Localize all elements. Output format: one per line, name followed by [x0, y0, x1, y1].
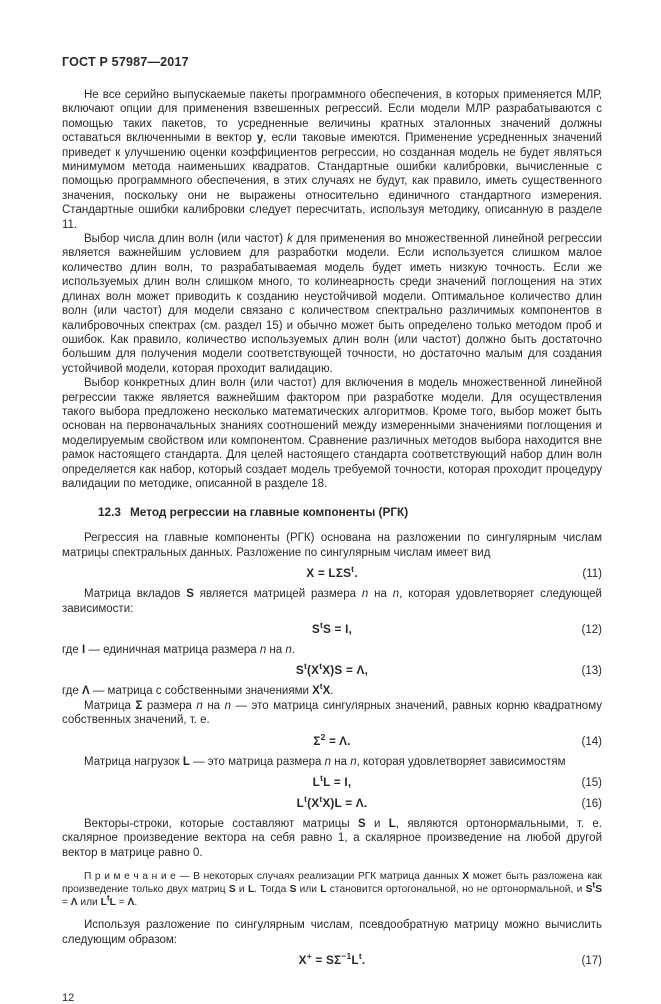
formula-expression: $L^t(X^tX)L = \Lambda$. — [296, 794, 368, 811]
formula-number: (17) — [581, 955, 602, 968]
formula-number: (15) — [581, 777, 602, 790]
formula-row — [62, 731, 602, 749]
formula-row — [62, 775, 602, 790]
body-paragraph: Используя разложение по сингулярным числам, псевдообратную матрицу можно вычислить следующим образом: — [62, 919, 602, 946]
formula-expression: $S^tS = I$, — [311, 620, 353, 636]
document-header: ГОСТ Р 57987—2017 — [62, 55, 189, 69]
body-paragraph: Матрица нагрузок L — это матрица размера n на n, которая удовлетворяет зависимостям — [84, 755, 566, 768]
body-paragraph: Регрессия на главные компоненты (РГК) основана на разложении по сингулярным числам матрицы спектральных данных. Разложение по сингулярным числам имеет вид — [62, 532, 602, 559]
body-paragraph: Векторы-строки, которые составляют матрицы S и L, являются ортонормальными, т. е. скалярное произведение вектора на себя равно 1, а скалярное произведение на любой другой вектор в матрице равно 0. — [62, 818, 602, 859]
body-paragraph: Матрица Σ размера n на n — это матрица сингулярных значений, равных корню квадратному собственных значений, т. е. — [62, 699, 602, 727]
page-number: 12 — [62, 992, 75, 1004]
where-clause: где I — единичная матрица размера n на n. — [62, 644, 295, 656]
formula-expression: $X = L\Sigma S^t$. — [306, 564, 358, 581]
section-title: Метод регрессии на главные компоненты (РГК) — [129, 505, 409, 520]
formula-number: (12) — [581, 624, 602, 636]
where-clause: где Λ — матрица с собственными значениями $X^tX$. — [62, 681, 334, 698]
body-paragraph: Не все серийно выпускаемые пакеты программного обеспечения, в которых применяется МЛР, включают опции для применения взвешенных регрессий. Если модели МЛР разрабатываются с помощью таких пакетов, то усредненные величины кратных эталонных значений должны оставаться включенными в вектор y, если таковые имеются. Применение усредненных значений приведет к улучшению оценки коэффициентов регрессии, но созданная модель не будет являться минимумом метода наименьших квадратов. Стандартные ошибки калибровки, вычисленные с помощью программного обеспечения, в этих случаях не будут, как правило, иметь существенного значения, поскольку они не выражены относительно единичного стандартного измерения. Стандартные ошибки калибровки следует пересчитать, используя методику, описанную в разделе 11. — [62, 89, 603, 231]
formula-number: (16) — [581, 798, 602, 811]
note-paragraph: П р и м е ч а н и е — В некоторых случаях реализации РГК матрица данных X может быть разложена как произведение только двух матриц S и L. Тогда S или L становится ортогональной, но не ортонормальной, и $S^tS = \Lambda$ или $L^tL = \Lambda$. — [62, 871, 603, 909]
formula-expression: $\Sigma^2 = \Lambda$. — [313, 731, 351, 748]
body-paragraph: Матрица вкладов S является матрицей размера n на n, которая удовлетворяет следующей зависимости: — [62, 588, 602, 615]
formula-row — [62, 622, 602, 637]
formula-expression: $X^+ = S\Sigma^{-1}L^t$. — [298, 951, 366, 968]
formula-row — [62, 663, 602, 678]
formula-expression: $S^t(X^tX)S = \Lambda$, — [295, 661, 369, 678]
body-paragraph: Выбор числа длин волн (или частот) k для применения во множественной линейной регрессии является важнейшим условием для разработки модели. Если используется слишком малое количество длин волн, то разрабатываемая модель будет иметь низкую точность. Если же используемых длин волн слишком много, то колинеарность среди значений поглощения на этих длинах волн может приводить к созданию неустойчивой модели. Оптимальное количество длин волн (или частот) для модели связано с количеством спектрально различимых компонентов в калибровочных спектрах (см. раздел 15) и обычно может быть определено только методом проб и ошибок. Как правило, количество используемых длин волн (или частот) должно быть достаточно большим для получения модели соответствующей точности, но достаточно малым для создания устойчивой модели, которая проходит валидацию. — [62, 233, 602, 375]
formula-row — [62, 566, 602, 581]
section-heading — [62, 505, 602, 519]
formula-number: (11) — [582, 568, 602, 581]
formula-row — [62, 953, 602, 968]
formula-row — [62, 796, 602, 811]
body-paragraph: Выбор конкретных длин волн (или частот) для включения в модель множественной линейной регрессии также является важнейшим фактором при разработке модели. Для осуществления такого выбора предложено несколько математических алгоритмов. Кроме того, выбор может быть основан на первоначальных знаниях соотношений между измеренными значениями поглощения и моделируемым свойством или компонентом. Сравнение различных методов выбора находится вне рамок настоящего стандарта. Для целей настоящего стандарта соответствующий набор длин волн определяется как набор, который создает модель требуемой точности, которая проходит процедуру валидации по методике, описанной в разделе 18. — [62, 377, 602, 490]
formula-number: (13) — [581, 665, 602, 678]
formula-number: (14) — [581, 735, 602, 748]
formula-expression: $L^tL = I$, — [312, 773, 352, 790]
section-number: 12.3 — [98, 505, 121, 520]
